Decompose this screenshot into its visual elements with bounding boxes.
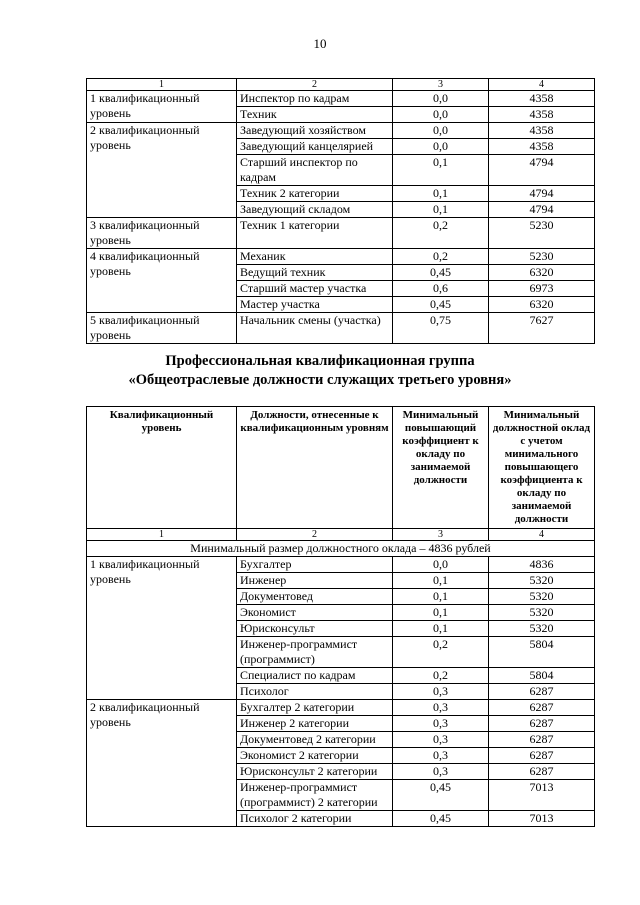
position-name: Экономист bbox=[237, 605, 393, 621]
coefficient-value: 0,45 bbox=[393, 780, 489, 811]
section-heading bbox=[0, 352, 640, 390]
position-name: Заведующий складом bbox=[237, 202, 393, 218]
position-name: Заведующий хозяйством bbox=[237, 123, 393, 139]
header-position: Должности, отнесенные к квалификационным уровням bbox=[237, 407, 393, 529]
salary-value: 4794 bbox=[489, 155, 595, 186]
qualification-level: 2 квалификационный уровень bbox=[87, 700, 237, 827]
coefficient-value: 0,2 bbox=[393, 637, 489, 668]
column-number-row bbox=[87, 529, 595, 541]
coefficient-value: 0,2 bbox=[393, 668, 489, 684]
position-name: Техник 1 категории bbox=[237, 218, 393, 249]
table-row bbox=[87, 218, 595, 249]
column-number: 2 bbox=[237, 79, 393, 91]
salary-value: 6287 bbox=[489, 764, 595, 780]
coefficient-value: 0,1 bbox=[393, 202, 489, 218]
column-number-row bbox=[87, 79, 595, 91]
header-coefficient: Минимальный повышающий коэффициент к окладу по занимаемой должности bbox=[393, 407, 489, 529]
coefficient-value: 0,1 bbox=[393, 155, 489, 186]
coefficient-value: 0,0 bbox=[393, 557, 489, 573]
coefficient-value: 0,3 bbox=[393, 684, 489, 700]
position-name: Документовед 2 категории bbox=[237, 732, 393, 748]
column-number: 2 bbox=[237, 529, 393, 541]
table-row bbox=[87, 313, 595, 344]
coefficient-value: 0,45 bbox=[393, 297, 489, 313]
salary-value: 5230 bbox=[489, 218, 595, 249]
heading-line-2: «Общеотраслевые должности служащих третьего уровня» bbox=[128, 372, 512, 388]
coefficient-value: 0,45 bbox=[393, 265, 489, 281]
salary-value: 6287 bbox=[489, 684, 595, 700]
qualification-level: 4 квалификационный уровень bbox=[87, 249, 237, 313]
salary-value: 6973 bbox=[489, 281, 595, 297]
column-number: 4 bbox=[489, 529, 595, 541]
position-name: Ведущий техник bbox=[237, 265, 393, 281]
header-level: Квалификационный уровень bbox=[87, 407, 237, 529]
salary-table-continued bbox=[86, 78, 595, 344]
column-number: 3 bbox=[393, 529, 489, 541]
position-name: Начальник смены (участка) bbox=[237, 313, 393, 344]
coefficient-value: 0,3 bbox=[393, 700, 489, 716]
coefficient-value: 0,75 bbox=[393, 313, 489, 344]
qualification-level: 5 квалификационный уровень bbox=[87, 313, 237, 344]
position-name: Старший мастер участка bbox=[237, 281, 393, 297]
table-row bbox=[87, 557, 595, 573]
coefficient-value: 0,3 bbox=[393, 732, 489, 748]
salary-value: 6287 bbox=[489, 716, 595, 732]
coefficient-value: 0,45 bbox=[393, 811, 489, 827]
salary-value: 7013 bbox=[489, 811, 595, 827]
coefficient-value: 0,1 bbox=[393, 621, 489, 637]
salary-value: 7013 bbox=[489, 780, 595, 811]
position-name: Мастер участка bbox=[237, 297, 393, 313]
salary-value: 4794 bbox=[489, 186, 595, 202]
qualification-level: 1 квалификационный уровень bbox=[87, 91, 237, 123]
coefficient-value: 0,1 bbox=[393, 589, 489, 605]
coefficient-value: 0,3 bbox=[393, 716, 489, 732]
salary-value: 4358 bbox=[489, 91, 595, 107]
coefficient-value: 0,1 bbox=[393, 605, 489, 621]
salary-value: 5230 bbox=[489, 249, 595, 265]
salary-value: 5804 bbox=[489, 668, 595, 684]
coefficient-value: 0,3 bbox=[393, 748, 489, 764]
position-name: Инженер-программист (программист) bbox=[237, 637, 393, 668]
position-name: Психолог bbox=[237, 684, 393, 700]
salary-value: 5320 bbox=[489, 621, 595, 637]
salary-value: 6320 bbox=[489, 265, 595, 281]
position-name: Инженер 2 категории bbox=[237, 716, 393, 732]
salary-value: 5320 bbox=[489, 589, 595, 605]
coefficient-value: 0,3 bbox=[393, 764, 489, 780]
position-name: Инженер-программист (программист) 2 категории bbox=[237, 780, 393, 811]
coefficient-value: 0,0 bbox=[393, 139, 489, 155]
column-number: 1 bbox=[87, 79, 237, 91]
position-name: Бухгалтер bbox=[237, 557, 393, 573]
header-salary: Минимальный должностной оклад с учетом минимального повышающего коэффициента к окладу по занимаемой должности bbox=[489, 407, 595, 529]
salary-value: 4358 bbox=[489, 107, 595, 123]
position-name: Инженер bbox=[237, 573, 393, 589]
salary-value: 4794 bbox=[489, 202, 595, 218]
qualification-level: 2 квалификационный уровень bbox=[87, 123, 237, 218]
position-name: Инспектор по кадрам bbox=[237, 91, 393, 107]
salary-value: 7627 bbox=[489, 313, 595, 344]
position-name: Документовед bbox=[237, 589, 393, 605]
position-name: Специалист по кадрам bbox=[237, 668, 393, 684]
salary-value: 4358 bbox=[489, 123, 595, 139]
salary-value: 5320 bbox=[489, 605, 595, 621]
table-row bbox=[87, 249, 595, 265]
table-row bbox=[87, 700, 595, 716]
coefficient-value: 0,1 bbox=[393, 573, 489, 589]
salary-value: 4358 bbox=[489, 139, 595, 155]
column-number: 1 bbox=[87, 529, 237, 541]
position-name: Заведующий канцелярией bbox=[237, 139, 393, 155]
coefficient-value: 0,1 bbox=[393, 186, 489, 202]
position-name: Механик bbox=[237, 249, 393, 265]
position-name: Техник 2 категории bbox=[237, 186, 393, 202]
coefficient-value: 0,6 bbox=[393, 281, 489, 297]
salary-value: 6287 bbox=[489, 700, 595, 716]
position-name: Юрисконсульт bbox=[237, 621, 393, 637]
salary-value: 6287 bbox=[489, 748, 595, 764]
position-name: Психолог 2 категории bbox=[237, 811, 393, 827]
table-row bbox=[87, 91, 595, 107]
table-header-row bbox=[87, 407, 595, 529]
position-name: Техник bbox=[237, 107, 393, 123]
coefficient-value: 0,0 bbox=[393, 123, 489, 139]
position-name: Юрисконсульт 2 категории bbox=[237, 764, 393, 780]
min-salary-note: Минимальный размер должностного оклада – 4836 рублей bbox=[87, 541, 595, 557]
column-number: 3 bbox=[393, 79, 489, 91]
page-number: 10 bbox=[313, 36, 327, 51]
salary-value: 5804 bbox=[489, 637, 595, 668]
position-name: Бухгалтер 2 категории bbox=[237, 700, 393, 716]
salary-value: 6287 bbox=[489, 732, 595, 748]
table-row bbox=[87, 123, 595, 139]
column-number: 4 bbox=[489, 79, 595, 91]
heading-line-1: Профессиональная квалификационная группа bbox=[165, 353, 475, 369]
salary-table-third-level bbox=[86, 406, 595, 827]
position-name: Старший инспектор по кадрам bbox=[237, 155, 393, 186]
coefficient-value: 0,0 bbox=[393, 91, 489, 107]
coefficient-value: 0,2 bbox=[393, 249, 489, 265]
qualification-level: 1 квалификационный уровень bbox=[87, 557, 237, 700]
coefficient-value: 0,2 bbox=[393, 218, 489, 249]
coefficient-value: 0,0 bbox=[393, 107, 489, 123]
salary-value: 6320 bbox=[489, 297, 595, 313]
qualification-level: 3 квалификационный уровень bbox=[87, 218, 237, 249]
salary-value: 4836 bbox=[489, 557, 595, 573]
position-name: Экономист 2 категории bbox=[237, 748, 393, 764]
min-salary-row bbox=[87, 541, 595, 557]
salary-value: 5320 bbox=[489, 573, 595, 589]
